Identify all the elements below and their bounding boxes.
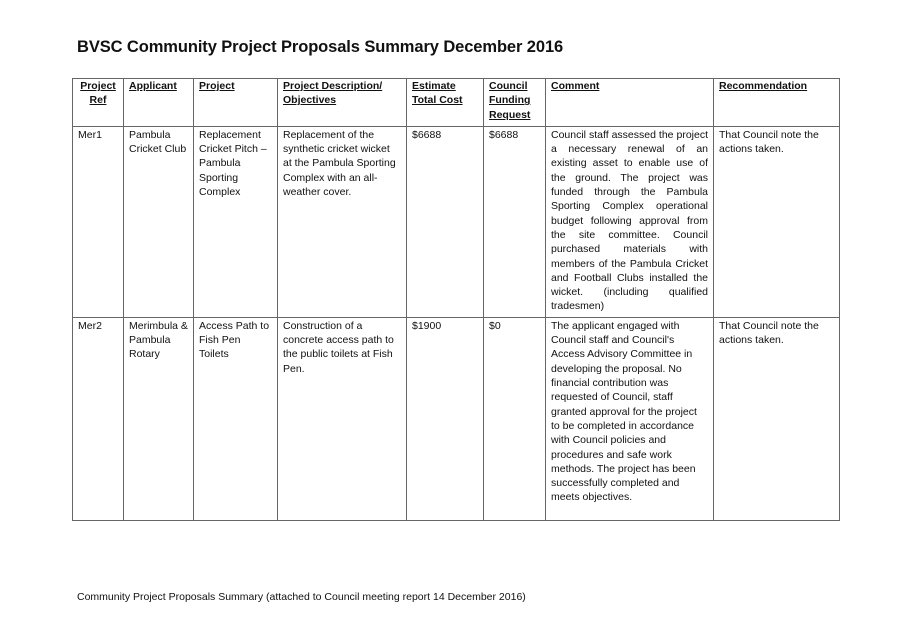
- header-estimate-total-cost: Estimate Total Cost: [407, 79, 484, 127]
- cell-comment: The applicant engaged with Council staff and Council's Access Advisory Committee in developing the proposal. No financial contribution was requested of Council, staff granted approval for the project to be completed in accordance with Council policies and procedures and safe work methods. The project has been successfully completed and meets objectives.: [546, 317, 714, 520]
- cell-project-ref: Mer1: [73, 126, 124, 317]
- header-project-ref: Project Ref: [73, 79, 124, 127]
- cell-comment: Council staff assessed the project a necessary renewal of an existing asset to enable use of the ground. The project was funded through the Pambula Sporting Complex operational budget following approval from the site committee. Council purchased materials with members of the Pambula Cricket and Football Clubs installed the wicket. (including qualified tradesmen): [546, 126, 714, 317]
- cell-project: Access Path to Fish Pen Toilets: [194, 317, 278, 520]
- table-row: [73, 317, 840, 520]
- document-title: BVSC Community Project Proposals Summary December 2016: [77, 38, 564, 56]
- cell-project-ref: Mer2: [73, 317, 124, 520]
- project-proposals-table: [72, 78, 840, 521]
- cell-council-funding-request: $0: [484, 317, 546, 520]
- cell-estimate-total-cost: $6688: [407, 126, 484, 317]
- cell-description: Construction of a concrete access path to the public toilets at Fish Pen.: [278, 317, 407, 520]
- header-applicant: Applicant: [124, 79, 194, 127]
- cell-project: Replacement Cricket Pitch – Pambula Sporting Complex: [194, 126, 278, 317]
- header-council-funding-request: Council Funding Request: [484, 79, 546, 127]
- cell-applicant: Pambula Cricket Club: [124, 126, 194, 317]
- table-header-row: [73, 79, 840, 127]
- header-project: Project: [194, 79, 278, 127]
- header-description: Project Description/ Objectives: [278, 79, 407, 127]
- cell-description: Replacement of the synthetic cricket wicket at the Pambula Sporting Complex with an all-weather cover.: [278, 126, 407, 317]
- cell-applicant: Merimbula & Pambula Rotary: [124, 317, 194, 520]
- cell-estimate-total-cost: $1900: [407, 317, 484, 520]
- header-comment: Comment: [546, 79, 714, 127]
- header-recommendation: Recommendation: [714, 79, 840, 127]
- cell-recommendation: That Council note the actions taken.: [714, 126, 840, 317]
- table-row: [73, 126, 840, 317]
- cell-recommendation: That Council note the actions taken.: [714, 317, 840, 520]
- cell-council-funding-request: $6688: [484, 126, 546, 317]
- document-footer: Community Project Proposals Summary (attached to Council meeting report 14 December 2016): [77, 591, 526, 603]
